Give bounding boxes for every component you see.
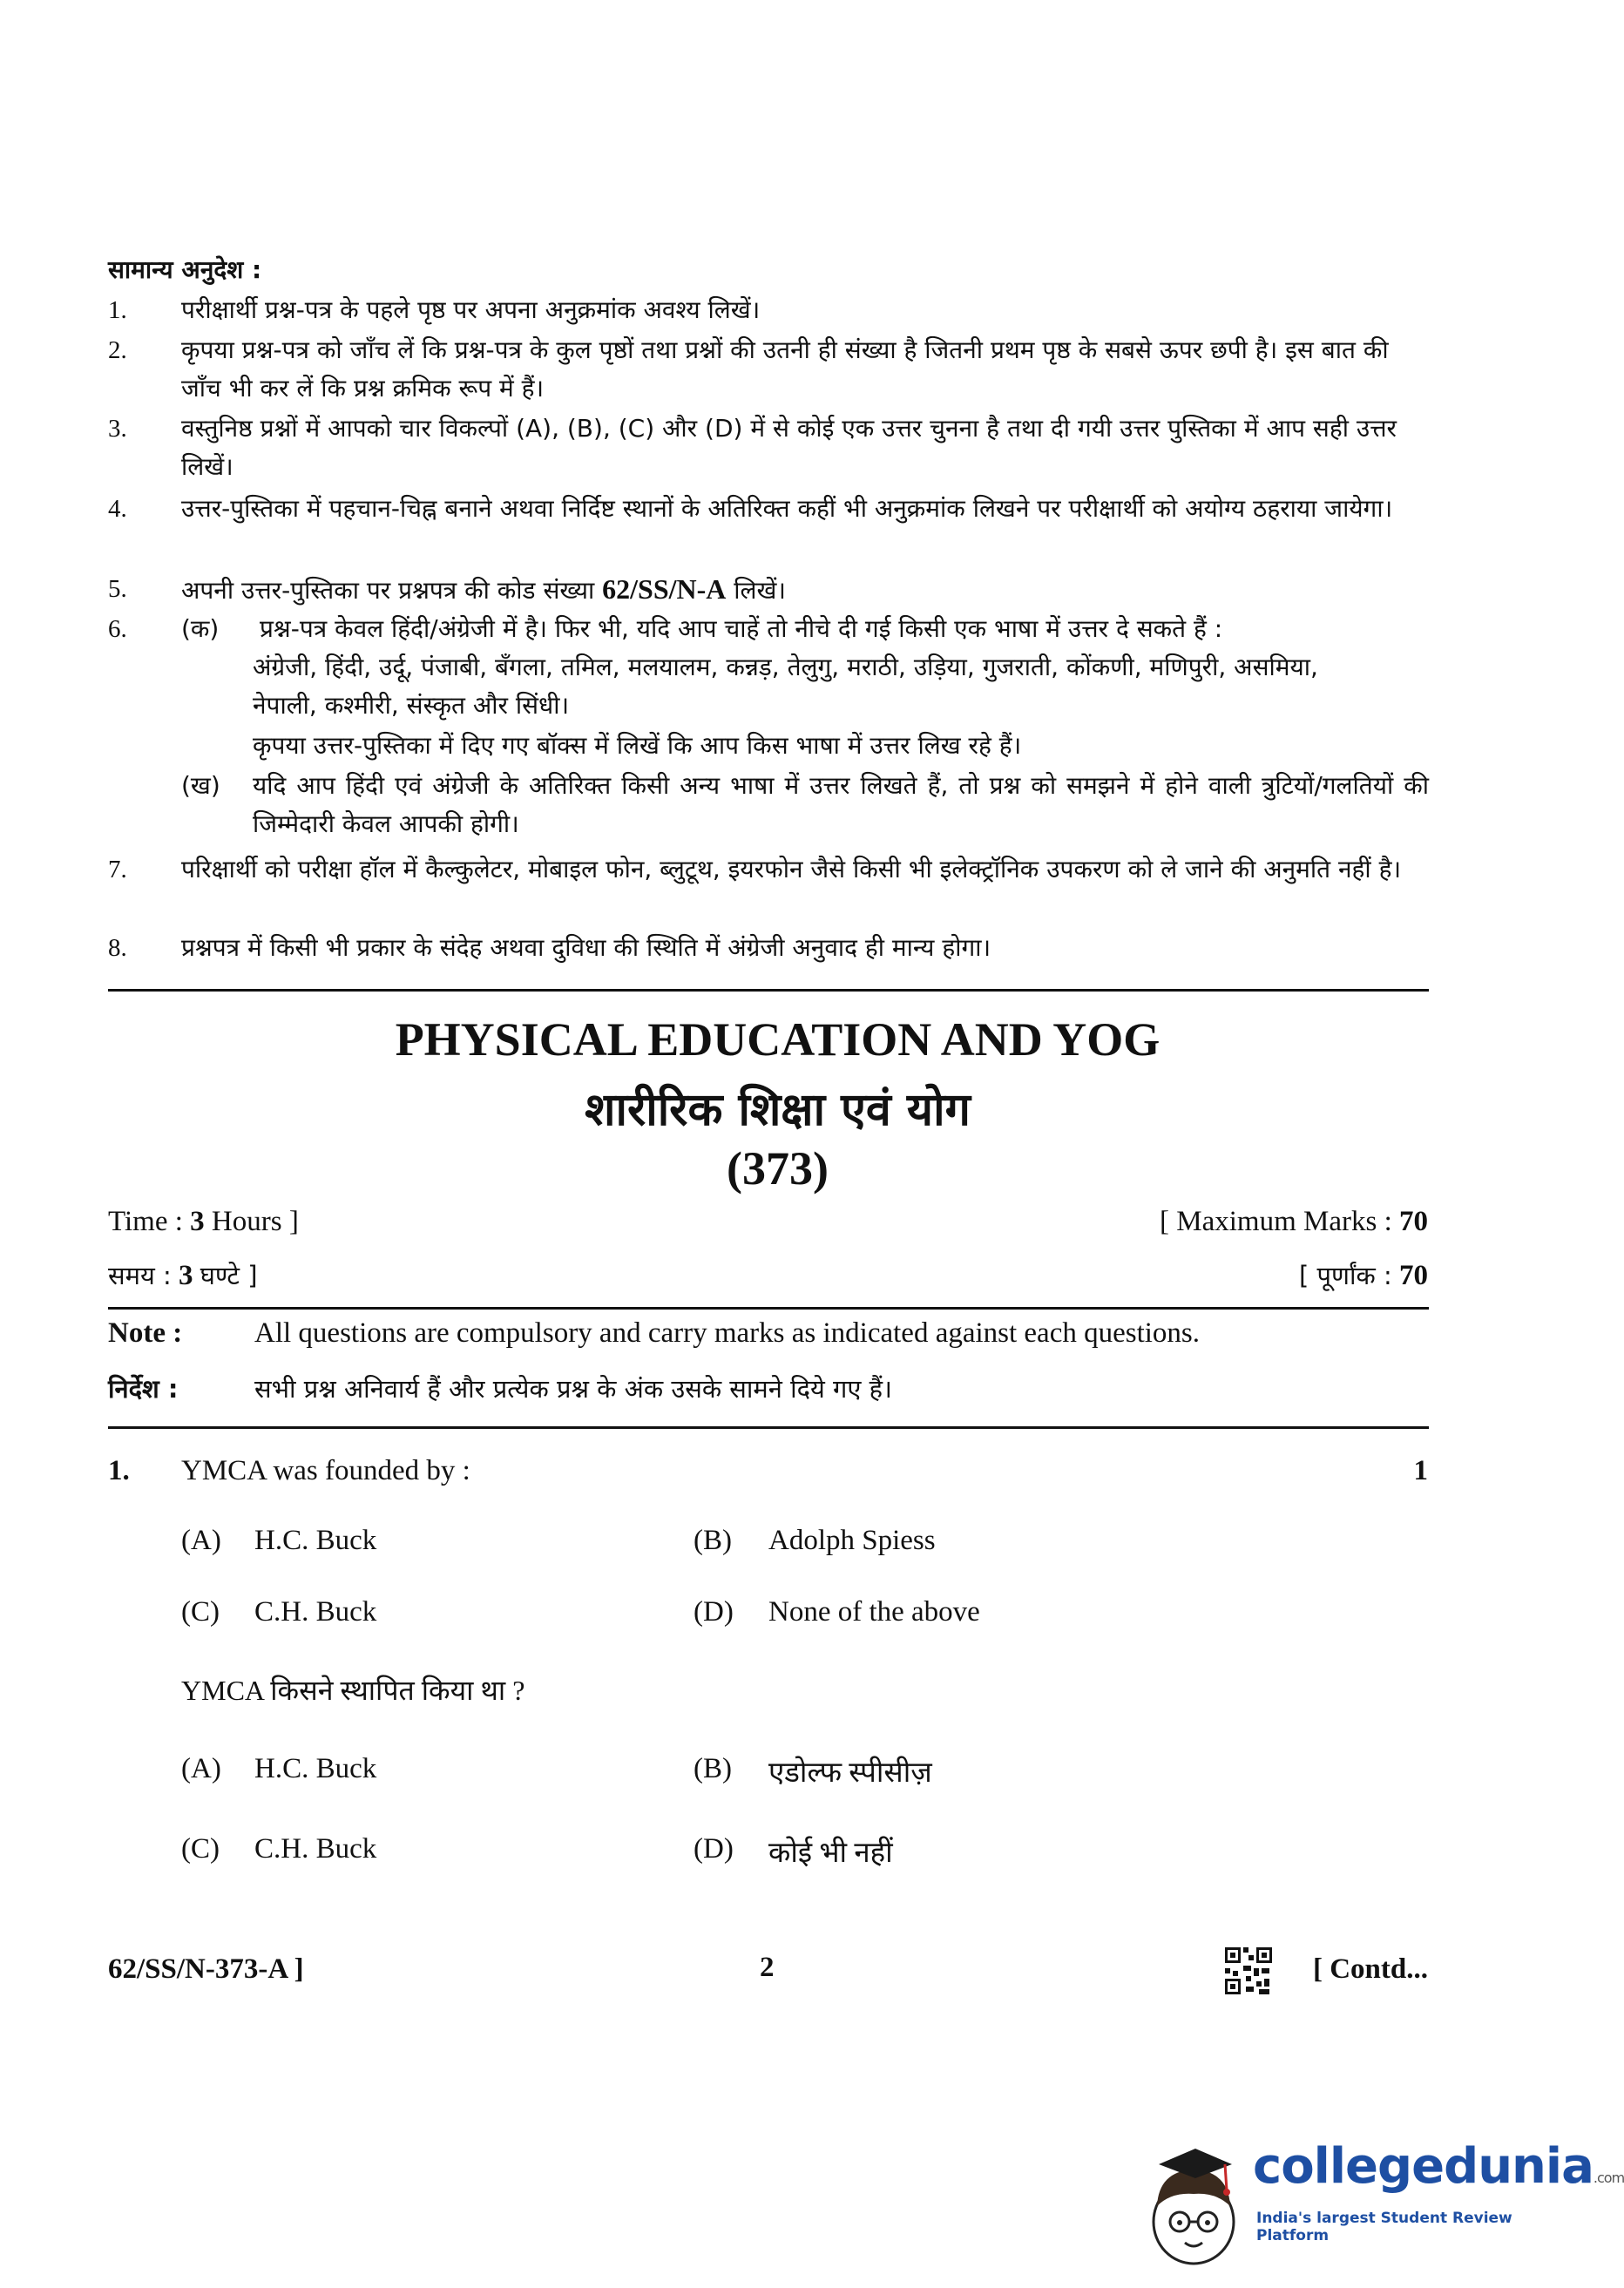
note-english [108, 1317, 1429, 1350]
marks-value: 70 [1399, 1206, 1428, 1237]
instruction-number: 6. [108, 615, 127, 643]
instruction-number: 4. [108, 495, 127, 523]
brand-name: collegedunia [1253, 2138, 1594, 2195]
instruction-6a-languages-cont: नेपाली, कश्मीरी, संस्कृत और सिंधी। [253, 691, 570, 720]
instruction-text [181, 570, 1429, 610]
instruction-text: कृपया प्रश्न-पत्र को जाँच लें कि प्रश्न-पत्र के कुल पृष्ठों तथा प्रश्नों की उतनी ही संख्या है जितनी प्रथम पृष्ठ के सबसे ऊपर छपी है। इस बात की जाँच भी कर लें कि प्रश्न क्रमिक रूप में हैं। [181, 335, 1389, 403]
instruction-number: 8. [108, 934, 127, 962]
option-b-label: (B) [694, 1525, 732, 1556]
instruction-number: 1. [108, 296, 127, 324]
time-value: 3 [190, 1206, 205, 1237]
marks-label-hindi: [ पूर्णांक : [1299, 1261, 1392, 1290]
marks-label: [ Maximum Marks : [1160, 1206, 1392, 1237]
option-b-label-hindi: (B) [694, 1753, 732, 1784]
option-b-text: Adolph Spiess [768, 1525, 936, 1556]
brand-domain: .com [1593, 2170, 1624, 2186]
instruction-text-pre: अपनी उत्तर-पुस्तिका पर प्रश्नपत्र की कोड संख्या [181, 576, 603, 605]
paper-subject-code: (373) [727, 1142, 829, 1195]
option-d-text: None of the above [768, 1596, 980, 1628]
time-label-hindi: समय : [108, 1261, 172, 1290]
divider [108, 1426, 1429, 1429]
paper-title-hindi: शारीरिक शिक्षा एवं योग [585, 1084, 971, 1136]
instruction-number: 5. [108, 575, 127, 603]
option-c-label: (C) [181, 1596, 220, 1628]
instruction-text: प्रश्नपत्र में किसी भी प्रकार के संदेह अथवा दुविधा की स्थिति में अंग्रेजी अनुवाद ही मान्य होगा। [181, 933, 991, 962]
page-number: 2 [760, 1952, 775, 1983]
instruction-text-post: लिखें। [726, 576, 787, 605]
instructions-heading: सामान्य अनुदेश : [108, 255, 262, 284]
note-hindi [108, 1371, 1429, 1405]
student-mascot-icon [1141, 2126, 1246, 2265]
qr-code-icon [1222, 1945, 1275, 1997]
option-c-text: C.H. Buck [254, 1596, 377, 1628]
paper-code: 62/SS/N-A [602, 573, 727, 605]
question-number: 1. [108, 1455, 130, 1486]
paper-title-english: PHYSICAL EDUCATION AND YOG [395, 1013, 1160, 1066]
instruction-text: परीक्षार्थी प्रश्न-पत्र के पहले पृष्ठ पर अपना अनुक्रमांक अवश्य लिखें। [181, 295, 761, 324]
option-d-text-hindi: कोई भी नहीं [768, 1838, 893, 1869]
time-value-hindi: 3 [179, 1260, 193, 1291]
option-b-text-hindi: एडोल्फ स्पीसीज़ [768, 1757, 932, 1789]
option-c-text-hindi: C.H. Buck [254, 1833, 377, 1865]
question-text-english: YMCA was founded by : [181, 1455, 470, 1486]
note-label-hindi: निर्देश : [108, 1374, 179, 1404]
time-label: Time : [108, 1206, 183, 1237]
instruction-6a-line1: प्रश्न-पत्र केवल हिंदी/अंग्रेजी में है। फिर भी, यदि आप चाहें तो नीचे दी गई किसी एक भाषा में उत्तर दे सकते हैं : [260, 614, 1223, 643]
option-a-label-hindi: (A) [181, 1753, 221, 1784]
instruction-number: 7. [108, 856, 127, 883]
contd-label: [ Contd... [1312, 1953, 1428, 1985]
sub-label-ka: (क) [181, 614, 220, 643]
time-unit-hindi: घण्टे ] [200, 1261, 258, 1290]
note-text: All questions are compulsory and carry marks as indicated against each questions. [254, 1317, 1201, 1349]
marks-hindi [1299, 1258, 1428, 1292]
instruction-6b-text: यदि आप हिंदी एवं अंग्रेजी के अतिरिक्त किसी अन्य भाषा में उत्तर लिखते हैं, तो प्रश्न को समझने में होने वाली त्रुटियों/गलतियों की जिम्मेदारी केवल आपकी होगी। [253, 771, 1429, 838]
instruction-6 [108, 610, 1429, 854]
option-a-label: (A) [181, 1525, 221, 1556]
instruction-number: 3. [108, 415, 127, 443]
question-marks: 1 [1413, 1455, 1428, 1486]
footer-paper-code: 62/SS/N-373-A ] [108, 1953, 304, 1985]
divider [108, 1307, 1429, 1310]
instruction-6a-note: कृपया उत्तर-पुस्तिका में दिए गए बॉक्स में लिखें कि आप किस भाषा में उत्तर लिख रहे हैं। [253, 731, 1022, 760]
time-unit: Hours ] [211, 1206, 299, 1237]
divider [108, 989, 1429, 992]
option-d-label-hindi: (D) [694, 1833, 734, 1865]
instruction-number: 2. [108, 336, 127, 364]
option-d-label: (D) [694, 1596, 734, 1628]
note-label: Note : [108, 1317, 183, 1349]
instruction-6a-languages: अंग्रेजी, हिंदी, उर्दू, पंजाबी, बँगला, तमिल, मलयालम, कन्नड़, तेलुगु, मराठी, उड़िया, गुजराती, कोंकणी, मणिपुरी, असमिया, [253, 653, 1318, 681]
note-text-hindi: सभी प्रश्न अनिवार्य हैं और प्रत्येक प्रश्न के अंक उसके सामने दिये गए हैं। [254, 1374, 892, 1404]
marks-value-hindi: 70 [1399, 1260, 1428, 1291]
instruction-text: परिक्षार्थी को परीक्षा हॉल में कैल्कुलेटर, मोबाइल फोन, ब्लुटूथ, इयरफोन जैसे किसी भी इलेक्ट्रॉनिक उपकरण को ले जाने की अनुमति नहीं है। [181, 855, 1402, 883]
time-english [108, 1206, 299, 1238]
time-hindi [108, 1258, 258, 1292]
question-text-hindi: YMCA किसने स्थापित किया था ? [181, 1675, 525, 1706]
brand-tagline: India's largest Student Review Platform [1256, 2210, 1512, 2244]
option-a-text: H.C. Buck [254, 1525, 377, 1556]
option-c-label-hindi: (C) [181, 1833, 220, 1865]
sub-label-kha: (ख) [181, 771, 220, 800]
collegedunia-watermark [1141, 2126, 1624, 2265]
instruction-text: वस्तुनिष्ठ प्रश्नों में आपको चार विकल्पों (A), (B), (C) और (D) में से कोई एक उत्तर चुनना है तथा दी गयी उत्तर पुस्तिका में आप सही उत्तर लिखें। [181, 414, 1397, 481]
option-a-text-hindi: H.C. Buck [254, 1753, 377, 1784]
marks-english [1160, 1206, 1428, 1238]
instruction-text: उत्तर-पुस्तिका में पहचान-चिह्न बनाने अथवा निर्दिष्ट स्थानों के अतिरिक्त कहीं भी अनुक्रमांक लिखने पर परीक्षार्थी को अयोग्य ठहराया जायेगा। [181, 494, 1393, 523]
